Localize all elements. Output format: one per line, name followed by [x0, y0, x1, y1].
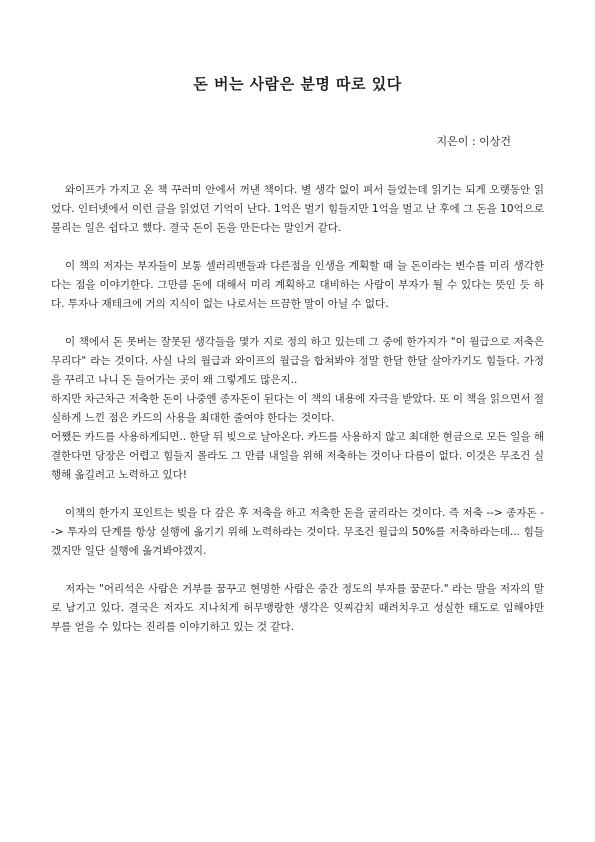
paragraph-6: 이책의 한가지 포인트는 빚을 다 갚은 후 저축을 하고 저축한 돈을 굴리라는 것이다. 즉 저축 --> 종자돈 --> 투자의 단계를 항상 실행에 옮기기 위해 노력하라는 것이다. 무조건 월급의 50%를 저축하라는데... 힘들겠지만 일단 실행에 옮겨봐야겠지. [51, 507, 544, 557]
paragraph-2: 이 책의 저자는 부자들이 보통 셀러리맨들과 다른점을 인생을 계획할 때 늘 돈이라는 변수를 미리 생각한다는 점을 이야기한다. 그만큼 돈에 대해서 미리 계획하고 대비하는 사람이 부자가 될 수 있다는 뜻인 듯 하다. 투자나 재테크에 거의 지식이 없는 나로서는 뜨끔한 말이 아닐 수 없다. [51, 260, 544, 310]
paragraph-7: 저자는 "어리석은 사람은 거부를 꿈꾸고 현명한 사람은 중간 정도의 부자를 꿈꾼다." 라는 말을 저자의 말로 남기고 있다. 결국은 저자도 지나치게 허무맹랑한 생각은 잊찌감치 때려치우고 성실한 태도로 임해야만 부를 얻을 수 있다는 진리를 이야기하고 있는 것 같다. [51, 583, 544, 633]
paragraph-4: 하지만 차근차근 저축한 돈이 나중엔 종자돈이 된다는 이 책의 내용에 자극을 받았다. 또 이 책을 읽으면서 절실하게 느낀 점은 카드의 사용을 최대한 줄여야 한다는 것이다. [51, 393, 544, 424]
paragraph-3: 이 책에서 돈 못버는 잘못된 생각들을 몇가 지로 정의 하고 있는데 그 중에 한가지가 "이 월급으로 저축은 무리다" 라는 것이다. 사실 나의 월급과 와이프의 월급을 합쳐봐야 정말 한달 한달 살아가기도 힘들다. 가정을 꾸리고 나니 돈 들어가는 곳이 왜 그렇게도 많은지.. [51, 336, 544, 386]
author-line: 지은이 : 이상건 [436, 135, 511, 148]
document-body [51, 181, 544, 656]
paragraph-1: 와이프가 가지고 온 책 꾸러미 안에서 꺼낸 책이다. 별 생각 없이 펴서 들었는데 읽기는 되게 오랫동안 읽었다. 인터넷에서 이런 글을 읽었던 기억이 난다. 1억은 벌기 힘들지만 1억을 벌고 난 후에 그 돈을 10억으로 불리는 일은 쉽다고 했다. 결국 돈이 돈을 만든다는 말인거 같다. [51, 184, 544, 234]
paragraph-5: 어쨌든 카드를 사용하게되면.. 한달 뒤 빚으로 날아온다. 카드를 사용하지 않고 최대한 현금으로 모든 일을 해결한다면 당장은 어렵고 힘들지 몰라도 그 만큼 내일을 위해 저축하는 것이나 다름이 없다. 이것은 무조건 실행해 옮길려고 노력하고 있다! [51, 431, 544, 481]
document-title: 돈 버는 사람은 분명 따로 있다 [193, 75, 402, 93]
